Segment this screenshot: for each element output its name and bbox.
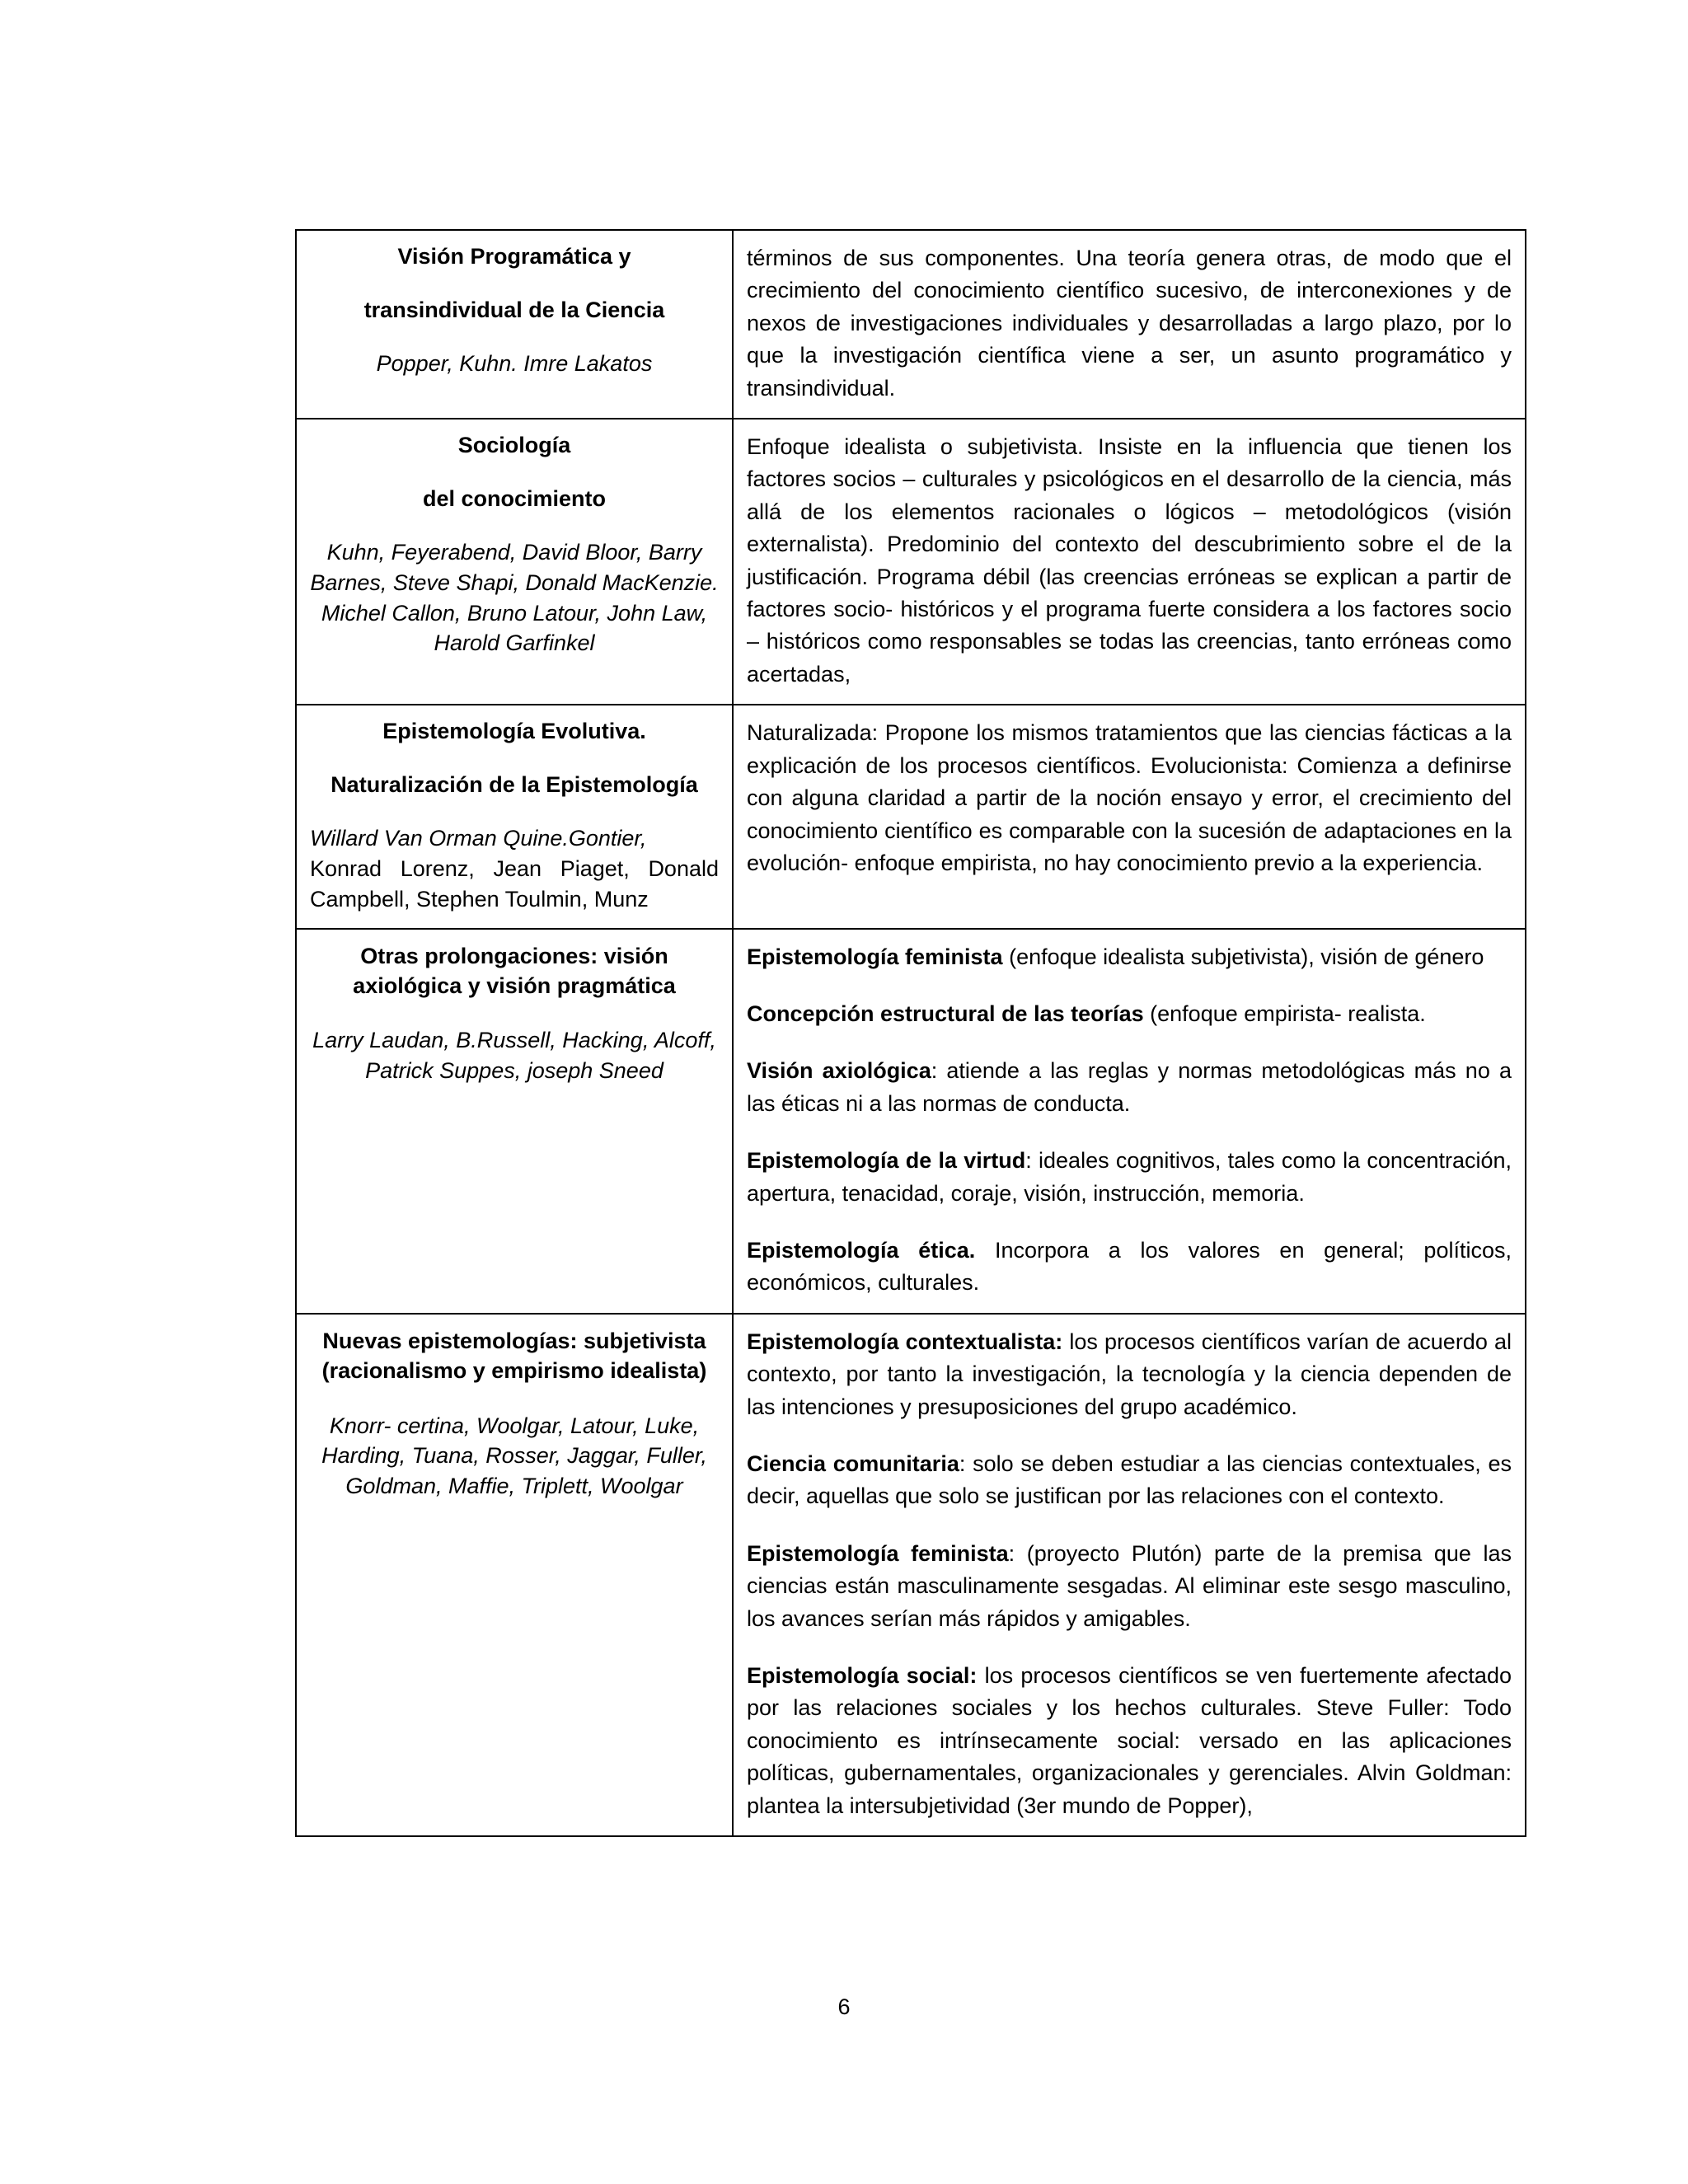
category-heading-line: Visión Programática y [397, 244, 631, 269]
table-row [296, 1314, 1526, 1836]
category-authors: Larry Laudan, B.Russell, Hacking, Alcoff, Patrick Suppes, joseph Sneed [312, 1028, 716, 1084]
description-paragraph [747, 1235, 1512, 1300]
description-paragraph [747, 998, 1512, 1030]
paragraph-lead: Epistemología feminista [747, 1540, 1009, 1566]
description-paragraph [747, 1326, 1512, 1423]
paragraph-text: (enfoque empirista- realista. [1143, 1001, 1426, 1026]
paragraph-lead: Ciencia comunitaria [747, 1451, 959, 1476]
table-cell-description [733, 419, 1526, 705]
paragraph-lead: Epistemología de la virtud [747, 1148, 1026, 1174]
paragraph-lead: Epistemología ética. [747, 1237, 976, 1263]
table-cell-category [296, 1314, 733, 1836]
category-authors: Popper, Kuhn. Imre Lakatos [376, 351, 653, 377]
category-authors: Knorr- certina, Woolgar, Latour, Luke, Harding, Tuana, Rosser, Jaggar, Fuller, Goldman, Maffie, Triplett, Woolgar [321, 1413, 707, 1499]
description-paragraph [747, 941, 1512, 973]
table-row [296, 929, 1526, 1314]
paragraph-text: : atiende a las reglas y normas metodológicas más no a las éticas ni a las normas de conducta. [747, 1058, 1512, 1116]
paragraph-lead: Concepción estructural de las teorías [747, 1001, 1144, 1026]
table-row [296, 419, 1526, 705]
category-heading-block: Otras prolongaciones: visión axiológica y visión pragmática [353, 943, 676, 998]
description-paragraph: términos de sus componentes. Una teoría genera otras, de modo que el crecimiento del conocimiento científico sucesivo, de interconexiones y de nexos de investigaciones individuales y desarrolladas a largo plazo, por lo que la investigación científica viene a ser, un asunto programático y transindividual. [747, 246, 1512, 401]
paragraph-lead: Epistemología feminista [747, 944, 1003, 969]
paragraph-text: los procesos científicos se ven fuertemente afectado por las relaciones sociales y los hechos culturales. Steve Fuller: Todo conocimiento es intrínsecamente social: versado en las aplicaciones políticas, gubernamentales, organizacionales y gerenciales. Alvin Goldman: plantea la intersubjetividad (3er mundo de Popper), [747, 1663, 1512, 1818]
description-paragraph: Naturalizada: Propone los mismos tratamientos que las ciencias fácticas a la explicación de los procesos científicos. Evolucionista: Comienza a definirse con alguna claridad a partir de la noción ensayo y error, el crecimiento del conocimiento científico es comparable con la sucesión de adaptaciones en la evolución- enfoque empirista, no hay conocimiento previo a la experiencia. [747, 720, 1512, 875]
description-paragraph [747, 1145, 1512, 1210]
category-heading-line: transindividual de la Ciencia [363, 297, 665, 322]
epistemology-table [295, 229, 1526, 1837]
category-heading-block: Nuevas epistemologías: subjetivista (racionalismo y empirismo idealista) [321, 1328, 707, 1384]
category-heading-line: Sociología [457, 433, 571, 458]
table-cell-description [733, 230, 1526, 419]
paragraph-text: : (proyecto Plutón) parte de la premisa que las ciencias están masculinamente sesgadas. Al eliminar este sesgo masculino, los avances serían más rápidos y amigables. [747, 1540, 1512, 1631]
description-paragraph [747, 1538, 1512, 1635]
table-cell-category [296, 929, 733, 1314]
table-cell-description [733, 929, 1526, 1314]
category-heading-line: del conocimiento [422, 485, 607, 511]
paragraph-text: : ideales cognitivos, tales como la concentración, apertura, tenacidad, coraje, visión, instrucción, memoria. [747, 1148, 1512, 1206]
description-paragraph [747, 1055, 1512, 1120]
paragraph-lead: Epistemología social: [747, 1663, 978, 1689]
category-authors-italic: Willard Van Orman Quine.Gontier, [310, 826, 647, 851]
paragraph-text: Incorpora a los valores en general; políticos, económicos, culturales. [747, 1237, 1512, 1296]
paragraph-text: : solo se deben estudiar a las ciencias contextuales, es decir, aquellas que solo se justifican por las relaciones con el contexto. [747, 1451, 1512, 1509]
paragraph-lead: Epistemología contextualista: [747, 1329, 1063, 1354]
category-heading-line: Naturalización de la Epistemología [331, 771, 698, 797]
page-number: 6 [837, 1994, 851, 2019]
table-cell-category [296, 705, 733, 928]
table-row [296, 705, 1526, 928]
description-paragraph [747, 1448, 1512, 1513]
description-paragraph: Enfoque idealista o subjetivista. Insiste en la influencia que tienen los factores socios – culturales y psicológicos en el desarrollo de la ciencia, más allá de los elementos racionales o lógicos – metodológicos (visión externalista). Predominio del contexto del descubrimiento sobre el de la justificación. Programa débil (las creencias erróneas se explican a partir de factores socio- históricos y el programa fuerte considera a los factores socio – históricos como responsables se todas las creencias, tanto erróneas como acertadas, [747, 434, 1512, 687]
table-cell-category [296, 419, 733, 705]
category-authors: Kuhn, Feyerabend, David Bloor, Barry Barnes, Steve Shapi, Donald MacKenzie. Michel Callon, Bruno Latour, John Law, Harold Garfinkel [310, 540, 719, 656]
category-authors-plain: Konrad Lorenz, Jean Piaget, Donald Campbell, Stephen Toulmin, Munz [310, 856, 719, 912]
paragraph-text: los procesos científicos varían de acuerdo al contexto, por tanto la investigación, la tecnología y la ciencia dependen de las intenciones y presuposiciones del grupo académico. [747, 1329, 1512, 1419]
category-heading-line: Epistemología Evolutiva. [382, 719, 646, 744]
table-cell-description [733, 1314, 1526, 1836]
table-cell-description [733, 705, 1526, 928]
table-row [296, 230, 1526, 419]
paragraph-text: (enfoque idealista subjetivista), visión de género [1002, 944, 1484, 969]
table-cell-category [296, 230, 733, 419]
description-paragraph [747, 1660, 1512, 1822]
paragraph-lead: Visión axiológica [747, 1058, 931, 1084]
